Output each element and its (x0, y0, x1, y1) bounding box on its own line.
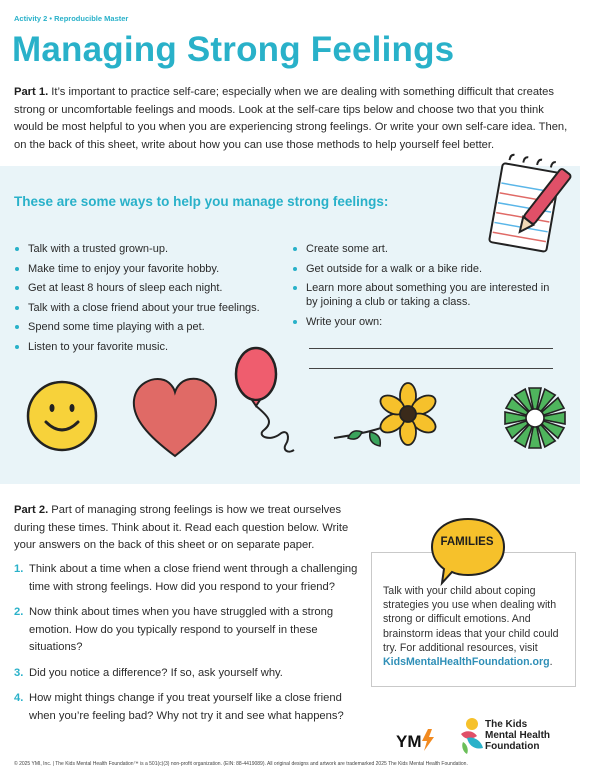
green-flower-icon (498, 380, 572, 456)
kmhf-link[interactable]: KidsMentalHealthFoundation.org (383, 656, 550, 669)
list-item: Create some art. (292, 242, 562, 256)
page-title: Managing Strong Feelings (12, 30, 455, 69)
list-item: Listen to your favorite music. (14, 340, 289, 354)
footer-text: © 2025 YMI, Inc. | The Kids Mental Health Foundation™ is a 501(c)(3) non-profit organization. (EIN: 88-4419089). All original designs and artwork are trademarked 2025 The Kids Mental Health Foundation. (14, 761, 468, 767)
part1-text: It’s important to practice self-care; especially when we are dealing with something difficult that creates strong or uncomfortable feelings and moods. Look at the self-care tips below and choose two that you think would be most helpful to you when you are experiencing strong feelings. Or write your own self-care idea. Then, on the back of this sheet, write about how you can use those methods to help yourself feel better. (14, 86, 568, 151)
list-item: Spend some time playing with a pet. (14, 320, 289, 334)
list-item: Get outside for a walk or a bike ride. (292, 262, 562, 276)
question-text: Did you notice a difference? If so, ask yourself why. (29, 666, 283, 679)
kmhf-line2: Mental Health (485, 730, 551, 741)
heart-icon (128, 372, 222, 462)
kmhf-logo-text (485, 719, 550, 752)
families-body: Talk with your child about coping strategies you use when dealing with strong or difficult emotions. And brainstorm ideas that your child could try. For additional resources, visit (383, 585, 559, 654)
question-number: 3. (14, 666, 24, 679)
question-number: 1. (14, 563, 24, 575)
tips-list-right (292, 242, 562, 334)
list-item: Get at least 8 hours of sleep each night. (14, 281, 289, 295)
kmhf-logo-icon (459, 716, 485, 756)
part2-paragraph (14, 502, 354, 555)
question-text: Now think about times when you have struggled with a strong emotion. How do you typically respond to yourself in these situations? (29, 606, 334, 653)
ym-logo (394, 727, 438, 753)
speech-bubble-icon (428, 515, 508, 587)
list-item (14, 665, 359, 683)
part2-lead: Part 2. (14, 504, 49, 516)
list-item: Talk with a close friend about your true feelings. (14, 301, 289, 315)
smiley-face-icon (24, 378, 100, 454)
families-end: . (549, 656, 553, 669)
kmhf-line3: Foundation (485, 741, 540, 752)
tips-heading: These are some ways to help you manage strong feelings: (14, 194, 389, 209)
families-text (383, 584, 569, 669)
list-item: Learn more about something you are interested in by joining a club or taking a class. (292, 281, 562, 309)
families-label: FAMILIES (440, 536, 494, 548)
activity-label: Activity 2 • Reproducible Master (14, 14, 129, 23)
write-your-own-line[interactable] (309, 348, 553, 349)
list-item: Write your own: (292, 315, 562, 329)
part1-lead: Part 1. (14, 86, 49, 98)
list-item (14, 604, 359, 657)
list-item: Make time to enjoy your favorite hobby. (14, 262, 289, 276)
question-number: 4. (14, 692, 24, 704)
flower-icon (330, 380, 440, 460)
part1-paragraph (14, 84, 570, 154)
question-text: How might things change if you treat yourself like a close friend when you’re feeling bad? Why not try it and see what happens? (29, 692, 344, 722)
ym-logo-text: YM (396, 732, 422, 751)
write-your-own-line[interactable] (309, 368, 553, 369)
balloon-icon (228, 342, 308, 457)
question-number: 2. (14, 606, 24, 618)
part2-text: Part of managing strong feelings is how we treat ourselves during these times. Think about it. Read each question below. Write your answers on the back of this sheet or on separate paper. (14, 504, 349, 551)
list-item: Talk with a trusted grown-up. (14, 242, 289, 256)
question-list (14, 561, 359, 733)
list-item (14, 561, 359, 596)
kmhf-line1: The Kids (485, 719, 528, 730)
list-item (14, 690, 359, 725)
question-text: Think about a time when a close friend went through a challenging time with strong feelings. How did you respond to your friend? (29, 563, 358, 593)
